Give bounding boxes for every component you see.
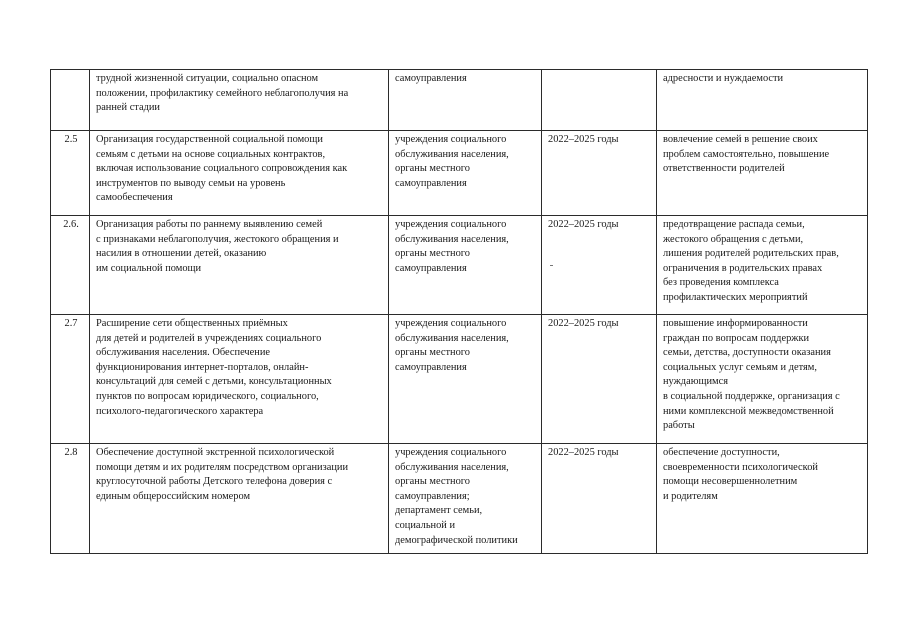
activity-cell: Организация государственной социальной помощи семьям с детьми на основе социальных контрактов, включая использование социального сопровождения как инструментов по выводу семьи на уровень самообеспечения: [90, 131, 389, 216]
period-cell: 2022–2025 годы: [542, 315, 657, 444]
period-cell: 2022–2025 годы: [542, 216, 657, 315]
executors-cell: учреждения социального обслуживания населения, органы местного самоуправления: [389, 315, 542, 444]
row-number: 2.7: [51, 315, 90, 444]
row-number: 2.6.: [51, 216, 90, 315]
executors-cell: самоуправления: [389, 70, 542, 131]
activity-cell: Обеспечение доступной экстренной психологической помощи детям и их родителям посредством организации круглосуточной работы Детского телефона доверия с единым общероссийским номером: [90, 444, 389, 554]
table-row: [51, 444, 868, 554]
executors-cell: учреждения социального обслуживания населения, органы местного самоуправления; департамент семьи, социальной и демографической политики: [389, 444, 542, 554]
result-cell: повышение информированности граждан по вопросам поддержки семьи, детства, доступности оказания социальных услуг семьям и детям, нуждающимся в социальной поддержке, организация с ними комплексной межведомственной работы: [657, 315, 868, 444]
period-cell: 2022–2025 годы: [542, 131, 657, 216]
row-number: 2.5: [51, 131, 90, 216]
executors-cell: учреждения социального обслуживания населения, органы местного самоуправления: [389, 131, 542, 216]
measures-table: [50, 69, 868, 554]
activity-cell: Расширение сети общественных приёмных для детей и родителей в учреждениях социального обслуживания населения. Обеспечение функционирования интернет-порталов, онлайн- консультаций для семей с детьми, консультационных пунктов по вопросам юридического, социального, психолого-педагогического характера: [90, 315, 389, 444]
table-row: [51, 131, 868, 216]
row-number: [51, 70, 90, 131]
period-cell: 2022–2025 годы: [542, 444, 657, 554]
result-cell: адресности и нуждаемости: [657, 70, 868, 131]
result-cell: предотвращение распада семьи, жестокого обращения с детьми, лишения родителей родительских прав, ограничения в родительских правах без проведения комплекса профилактических мероприятий: [657, 216, 868, 315]
row-number: 2.8: [51, 444, 90, 554]
period-cell: [542, 70, 657, 131]
activity-cell: Организация работы по раннему выявлению семей с признаками неблагополучия, жестокого обращения и насилия в отношении детей, оказанию им социальной помощи: [90, 216, 389, 315]
table-row: [51, 315, 868, 444]
activity-cell: трудной жизненной ситуации, социально опасном положении, профилактику семейного неблагополучия на ранней стадии: [90, 70, 389, 131]
result-cell: обеспечение доступности, своевременности психологической помощи несовершеннолетним и родителям: [657, 444, 868, 554]
executors-cell: учреждения социального обслуживания населения, органы местного самоуправления: [389, 216, 542, 315]
table-row: [51, 70, 868, 131]
result-cell: вовлечение семей в решение своих проблем самостоятельно, повышение ответственности родителей: [657, 131, 868, 216]
table-row: [51, 216, 868, 315]
scan-speck: [548, 259, 652, 274]
